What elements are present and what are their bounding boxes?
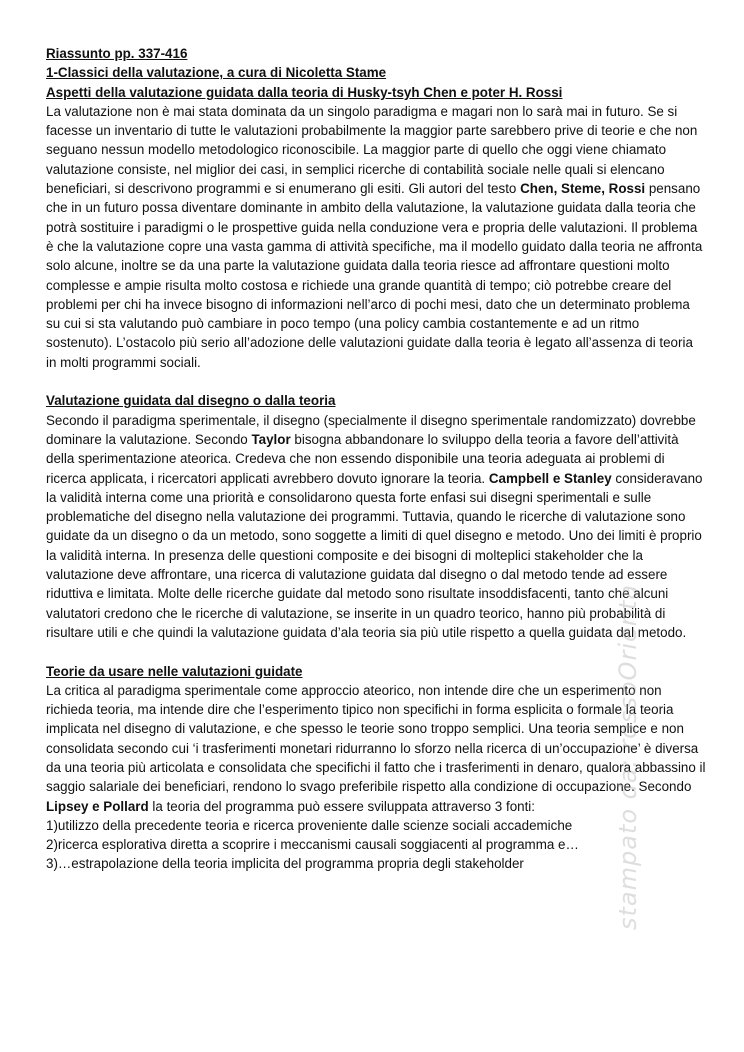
paragraph-1 xyxy=(46,102,706,372)
watermark-text: stampato da: rossoOrienta xyxy=(614,583,642,930)
document-subtitle: Riassunto pp. 337-416 xyxy=(46,46,188,61)
watermark xyxy=(600,520,660,940)
chapter-title: 1-Classici della valutazione, a cura di Nicoletta Stame xyxy=(46,65,387,81)
paragraph-2-bold-taylor: Taylor xyxy=(251,431,291,447)
section-title-3: Teorie da usare nelle valutazioni guidate xyxy=(46,663,303,679)
section-title-2: Valutazione guidata dal disegno o dalla teoria xyxy=(46,393,336,409)
paragraph-2-text-b: bisogna abbandonare lo sviluppo della teoria a favore dell’attività della sperimentazione ateorica. Credeva che non essendo disponibile una teoria adeguata ai problemi di ricerca applicata, i ricercatori applicati avrebbero dovuto ignorare la teoria. xyxy=(46,431,679,486)
spacer xyxy=(46,372,706,391)
paragraph-2-bold-campbell: Campbell e Stanley xyxy=(488,470,612,486)
paragraph-1-bold-authors: Chen, Steme, Rossi xyxy=(520,181,646,197)
paragraph-1-text-b: pensano che in un futuro possa diventare dominante in ambito della valutazione, la valutazione guidata dalla teoria che potrà sostituire i paradigmi o le prospettive guida nella conduzione vera e propria delle valutazioni. Il problema è che la valutazione copre una vasta gamma di attività specifiche, ma il modello guidato dalla teoria ne affronta solo alcune, inoltre se da una parte la valutazione guidata dalla teoria riesce ad affrontare questioni molto complesse e ampie risulta molto costosa e richiede una grande quantità di tempo; ciò potrebbe creare del problemi per chi ha invece bisogno di informazioni nell’arco di pochi mesi, dato che un determinato problema su cui si sta valutando può cambiare in poco tempo (una policy cambia costantemente e ad un ritmo sostenuto). L’ostacolo più serio all’adozione delle valutazioni guidate dalla teoria è legato all’assenza di teoria in molti programmi sociali. xyxy=(46,181,703,370)
paragraph-2-text-a: Secondo il paradigma sperimentale, il disegno (specialmente il disegno sperimentale randomizzato) dovrebbe dominare la valutazione. Secondo xyxy=(46,412,696,447)
paragraph-3-bold-lipsey: Lipsey e Pollard xyxy=(46,798,149,814)
paragraph-3-text-a: La critica al paradigma sperimentale come approccio ateorico, non intende dire che un esperimento non richieda teoria, ma intende dire che l’esperimento tipico non specifichi in forma esplicita o formale la teoria implicata nel disegno di valutazione, e che spesso le teorie sono troppo semplici. Una teoria semplice e non consolidata secondo cui ‘i trasferimenti monetari ridurranno lo sforzo nella ricerca di un’occupazione’ è diversa da una teoria più articolata e consolidata che specifichi il fatto che i trasferimenti in denaro, qualora abbassino il saggio salariale dei beneficiari, rendono lo svago preferibile rispetto alla condizione di occupazione. Secondo xyxy=(46,682,706,795)
paragraph-1-text-a: La valutazione non è mai stata dominata da un singolo paradigma e magari non lo sarà mai in futuro. Se si facesse un inventario di tutte le valutazioni probabilmente la maggior parte sarebbero prive di teorie e che non seguano nessun modello metodologico riconoscibile. La maggior parte di quello che oggi viene chiamato valutazione consiste, nel miglior dei casi, in semplici ricerche di contabilità sociale nelle quali si elencano beneficiari, si descrivono programmi e si enumerano gli esiti. Gli autori del testo xyxy=(46,103,698,197)
paragraph-2-text-c: consideravano la validità interna come una priorità e consolidarono questa forte enfasi sui disegni sperimentali e sulle problematiche del disegno nella valutazione dei programmi. Tuttavia, quando le ricerche di valutazione sono guidate da un disegno o da un metodo, sono soggette a limiti di quel disegno e metodo. Uno dei limiti è proprio la validità interna. In presenza delle questioni composite e dei bisogni di molteplici stakeholder che la valutazione deve affrontare, una ricerca di valutazione guidata dal disegno o dal metodo tende ad essere riduttiva e limitata. Molte delle ricerche guidate dal metodo sono risultate insoddisfacenti, tanto che alcuni valutatori credono che le ricerche di valutazione, se inserite in un quadro teorico, hanno più probabilità di risultare utili e che quindi la valutazione guidata d’ala teoria sia più utile rispetto a quella guidata dal metodo. xyxy=(46,470,703,640)
paragraph-3-text-b: la teoria del programma può essere sviluppata attraverso 3 fonti: xyxy=(148,798,536,814)
source-item-3: 3)…estrapolazione della teoria implicita del programma propria degli stakeholder xyxy=(46,856,524,872)
section-title-1: Aspetti della valutazione guidata dalla teoria di Husky-tsyh Chen e poter H. Rossi xyxy=(46,84,563,100)
source-item-1: 1)utilizzo della precedente teoria e ricerca proveniente dalle scienze sociali accademiche xyxy=(46,817,573,833)
source-item-2: 2)ricerca esplorativa diretta a scoprire i meccanismi causali soggiacenti al programma e… xyxy=(46,837,579,853)
